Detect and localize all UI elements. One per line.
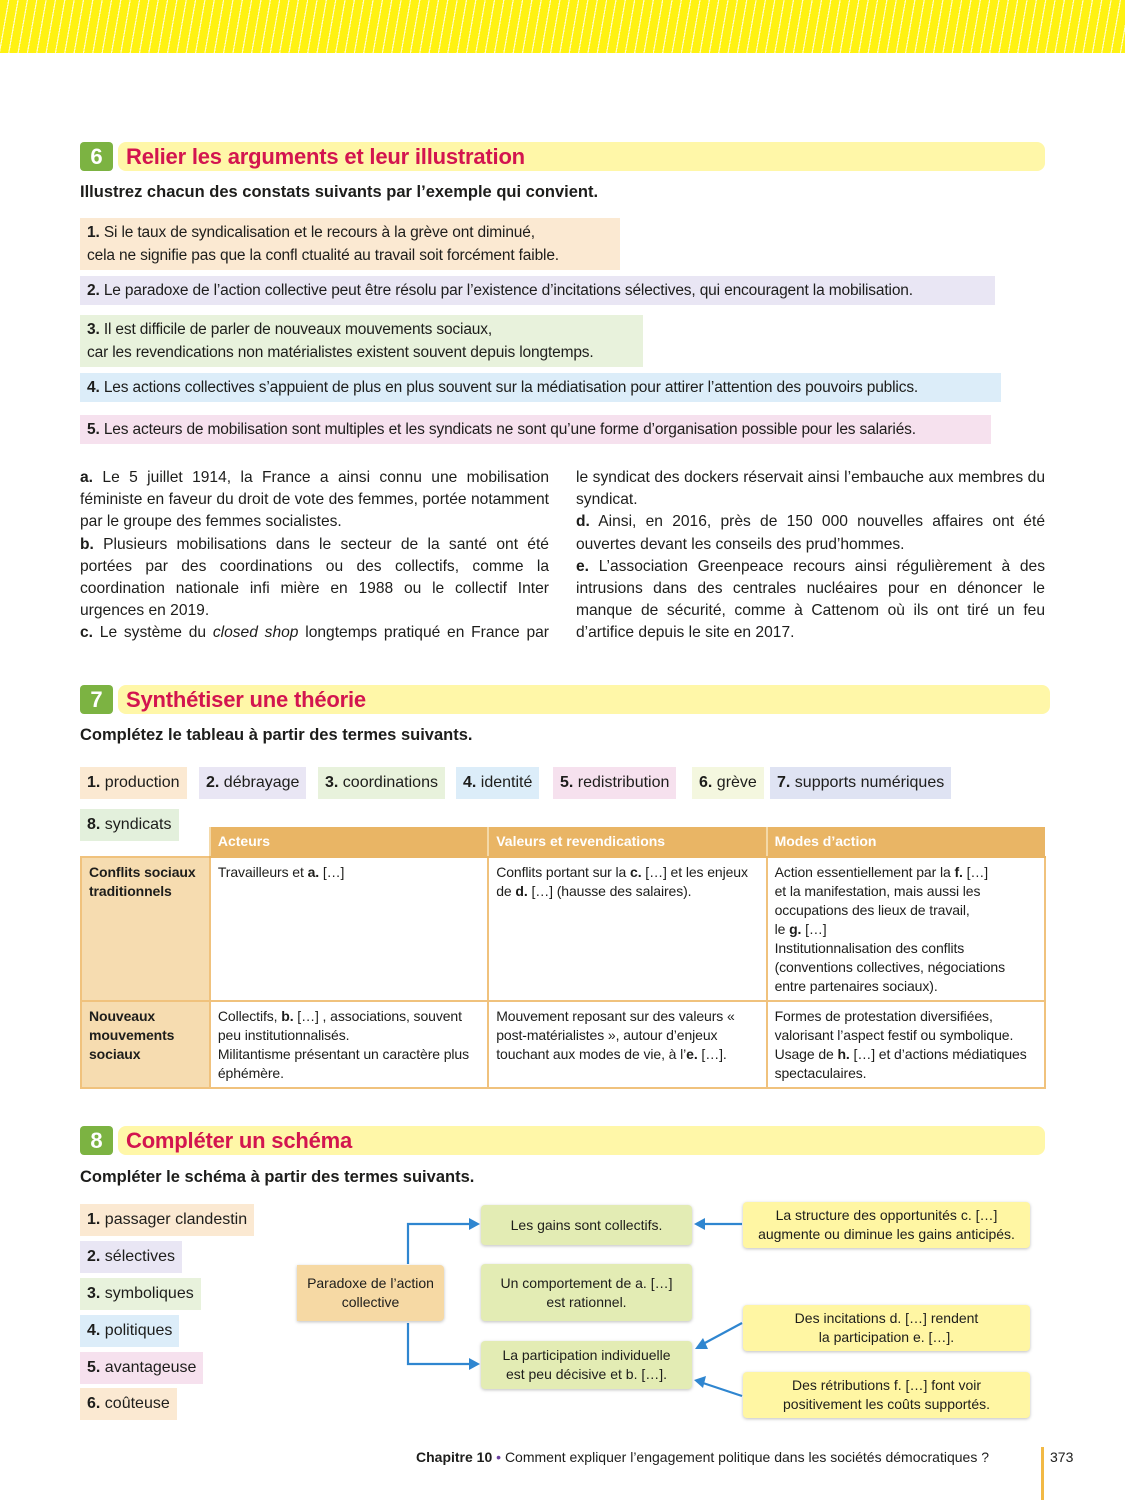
term-chip: 4. politiques [80, 1315, 179, 1347]
page-footer: Chapitre 10 • Comment expliquer l’engagement politique dans les sociétés démocratiques ? [416, 1449, 989, 1465]
exercise-8-instruction: Compléter le schéma à partir des termes suivants. [80, 1168, 475, 1186]
arrow-to-gains [408, 1224, 470, 1264]
exercise-title: Relier les arguments et leur illustration [126, 144, 525, 169]
statement-text: Le paradoxe de l’action collective peut être résolu par l’existence d’incitations sélectives, qui encouragent la mobilisation. [103, 282, 913, 299]
schema-root-box: Paradoxe de l’action collective [297, 1265, 444, 1321]
term-chip: 2. sélectives [80, 1241, 182, 1273]
row-header: Nouveaux mouvements sociaux [81, 1001, 210, 1088]
exercise-number-badge: 7 [80, 685, 113, 714]
exercise-number-badge: 6 [80, 142, 113, 171]
page-number: 373 [1050, 1449, 1074, 1465]
table-cell: Mouvement reposant sur des valeurs « post-matérialistes », autour d’enjeux touchant aux modes de vie, à l’e. […]. [488, 1001, 766, 1088]
column-header: Valeurs et revendications [488, 827, 766, 857]
example-c-continued: le syndicat des dockers réservait ainsi l’embauche aux membres du syndicat. [576, 469, 1045, 509]
term-chip: 5. avantageuse [80, 1352, 203, 1384]
example-b: b. Plusieurs mobilisations dans le secteur de la santé ont été portées par des coordinations ou des collectifs, comme la coordination nationale infi mière en 1988 ou le collectif Inter urgences en 2019. [80, 535, 549, 620]
arrowhead-icon [469, 1218, 480, 1230]
example-c: c. Le système du closed shop longtemps pratiqué en France par [80, 624, 549, 642]
arrow-to-participation [408, 1323, 470, 1364]
schema-box-participation: La participation individuelle est peu décisive et b. […]. [481, 1341, 692, 1389]
chapter-question: Comment expliquer l’engagement politique dans les sociétés démocratiques ? [504, 1449, 989, 1465]
table-cell: Action essentiellement par la f. […] et la manifestation, mais aussi les occupations des lieux de travail, le g. […] Institutionnalisation des conflits (conventions collectives, négociations entre partenaires sociaux). [767, 857, 1045, 1001]
term-chip: 3. coordinations [318, 767, 445, 799]
term-chip: 2. débrayage [199, 767, 306, 799]
statement-number: 3. [87, 321, 100, 338]
schema-box-structure: La structure des opportunités c. […] augmente ou diminue les gains anticipés. [743, 1202, 1030, 1248]
statement-number: 4. [87, 379, 100, 396]
statement-number: 5. [87, 421, 100, 438]
exercise-title: Synthétiser une théorie [126, 687, 366, 712]
example-e: e. L’association Greenpeace recours ainsi régulièrement à des intrusions dans des centrales nucléaires pour en dénoncer le manque de sécurité, comme à Cattenom où ils ont tiré un feu d’artifice depuis le site en 2017. [576, 557, 1045, 642]
statement-text: Les acteurs de mobilisation sont multiples et les syndicats ne sont qu’une forme d’organisation possible pour les salariés. [103, 421, 916, 438]
footer-divider [1041, 1447, 1044, 1500]
exercise-6-instruction: Illustrez chacun des constats suivants par l’exemple qui convient. [80, 183, 599, 201]
exercise-number-badge: 8 [80, 1126, 113, 1155]
term-chip: 5. redistribution [553, 767, 676, 799]
statement-number: 1. [87, 224, 100, 241]
schema-box-comportement: Un comportement de a. […] est rationnel. [481, 1264, 692, 1321]
term-chip: 1. production [80, 767, 187, 799]
table-cell: Conflits portant sur la c. […] et les enjeux de d. […] (hausse des salaires). [488, 857, 766, 1001]
table-cell: Travailleurs et a. […] [210, 857, 488, 1001]
term-chip: 3. symboliques [80, 1278, 201, 1310]
example-d: d. Ainsi, en 2016, près de 150 000 nouvelles affaires ont été ouvertes devant les conseils des prud’hommes. [576, 513, 1045, 553]
arrowhead-icon [694, 1218, 705, 1230]
term-chip: 4. identité [456, 767, 539, 799]
term-chip: 1. passager clandestin [80, 1204, 254, 1236]
column-header: Modes d’action [767, 827, 1045, 857]
arrowhead-icon [694, 1376, 706, 1388]
row-header: Conflits sociaux traditionnels [81, 857, 210, 1001]
arrowhead-icon [469, 1358, 480, 1370]
schema-box-incitations: Des incitations d. […] rendent la participation e. […]. [743, 1305, 1030, 1351]
term-chip: 6. coûteuse [80, 1388, 177, 1420]
statement-number: 2. [87, 282, 100, 299]
statement-text: cela ne signifie pas que la confl ctualité au travail soit forcément faible. [87, 247, 559, 264]
example-a: a. Le 5 juillet 1914, la France a ainsi connu une mobilisation féministe en faveur du droit de vote des femmes, portée notamment par le groupe des femmes socialistes. [80, 469, 550, 531]
table-cell: Formes de protestation diversifiées, valorisant l’aspect festif ou symbolique. Usage de h. […] et d’actions médiatiques spectaculaires. [767, 1001, 1045, 1088]
schema-box-retributions: Des rétributions f. […] font voir positivement les coûts supportés. [743, 1372, 1030, 1418]
schema-box-gains: Les gains sont collectifs. [481, 1205, 692, 1245]
term-chip: 8. syndicats [80, 809, 179, 841]
statement-text: Les actions collectives s’appuient de plus en plus souvent sur la médiatisation pour attirer l’attention des pouvoirs publics. [103, 379, 919, 396]
exercise-7-instruction: Complétez le tableau à partir des termes suivants. [80, 726, 473, 744]
statement-text: Il est difficile de parler de nouveaux mouvements sociaux, [103, 321, 493, 338]
term-chip: 7. supports numériques [770, 767, 951, 799]
column-header: Acteurs [210, 827, 488, 857]
term-chip: 6. grève [692, 767, 764, 799]
chapter-label: Chapitre 10 [416, 1449, 493, 1465]
table-cell: Collectifs, b. […] , associations, souvent peu institutionnalisés. Militantisme présentant un caractère plus éphémère. [210, 1001, 488, 1088]
statement-text: Si le taux de syndicalisation et le recours à la grève ont diminué, [103, 224, 535, 241]
statement-text: car les revendications non matérialistes existent souvent depuis longtemps. [87, 344, 594, 361]
exercise-title: Compléter un schéma [126, 1128, 353, 1153]
